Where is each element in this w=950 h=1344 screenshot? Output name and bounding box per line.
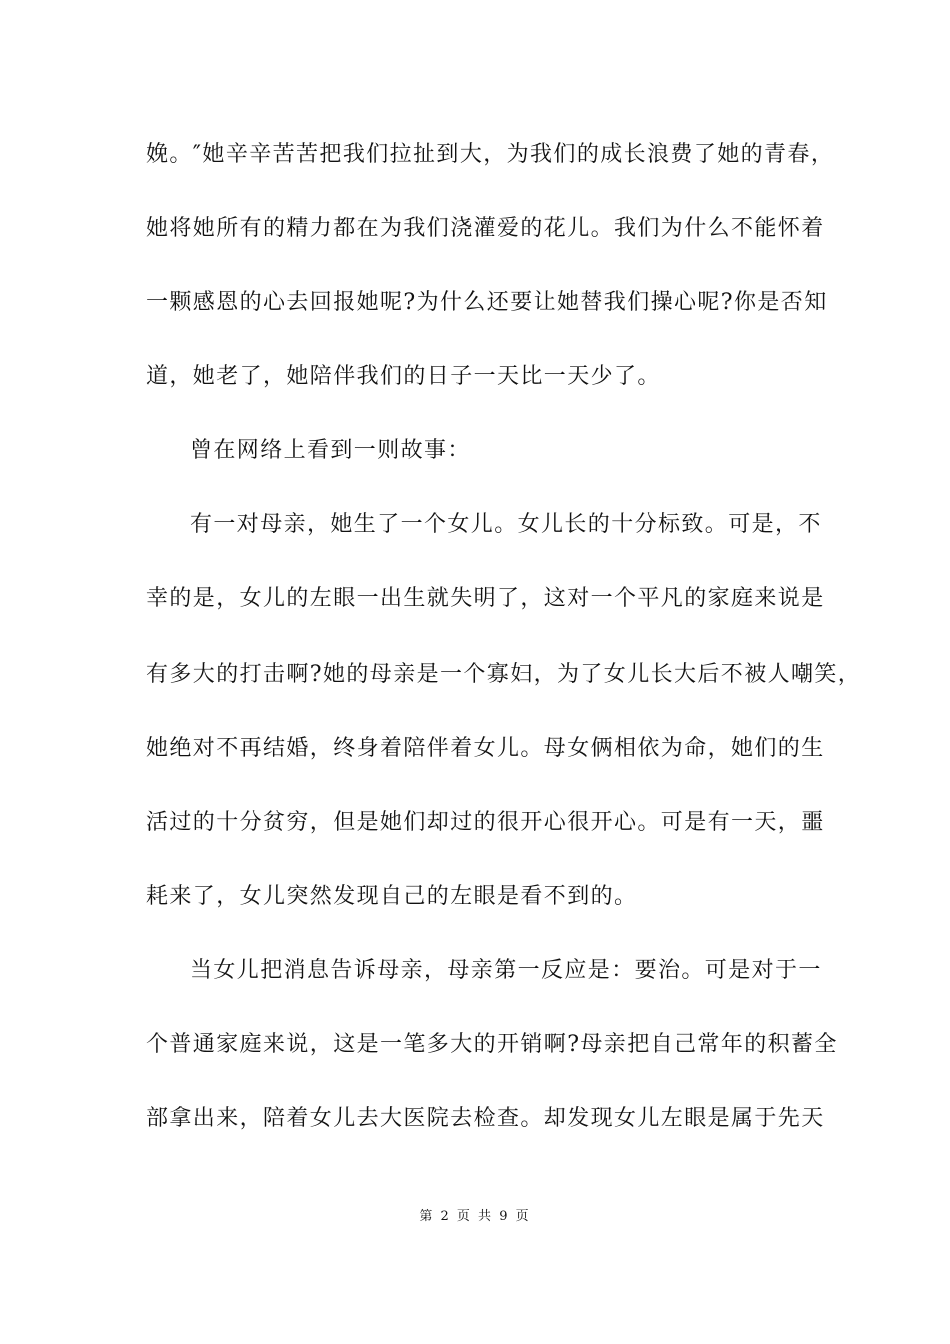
text-line-3: 一颗感恩的心去回报她呢?为什么还要让她替我们操心呢?你是否知 bbox=[146, 290, 828, 315]
text-line-12: 当女儿把消息告诉母亲，母亲第一反应是：要治。可是对于一 bbox=[190, 958, 822, 983]
text-line-4: 道，她老了，她陪伴我们的日子一天比一天少了。 bbox=[146, 364, 661, 389]
text-line-6: 有一对母亲，她生了一个女儿。女儿长的十分标致。可是，不 bbox=[190, 512, 822, 537]
text-line-13: 个普通家庭来说，这是一笔多大的开销啊?母亲把自己常年的积蓄全 bbox=[146, 1032, 838, 1057]
text-line-14: 部拿出来，陪着女儿去大医院去检查。却发现女儿左眼是属于先天 bbox=[146, 1106, 825, 1131]
text-line-2: 她将她所有的精力都在为我们浇灌爱的花儿。我们为什么不能怀着 bbox=[146, 216, 825, 241]
text-line-1: 娩。″她辛辛苦苦把我们拉扯到大，为我们的成长浪费了她的青春， bbox=[146, 142, 835, 167]
text-line-9: 她绝对不再结婚，终身着陪伴着女儿。母女俩相依为命，她们的生 bbox=[146, 736, 825, 761]
text-line-8: 有多大的打击啊?她的母亲是一个寡妇，为了女儿长大后不被人嘲笑， bbox=[146, 662, 862, 687]
text-line-11: 耗来了，女儿突然发现自己的左眼是看不到的。 bbox=[146, 884, 638, 909]
page-number-footer: 第 2 页 共 9 页 bbox=[419, 1209, 531, 1224]
text-line-5: 曾在网络上看到一则故事： bbox=[190, 438, 471, 463]
text-line-7: 幸的是，女儿的左眼一出生就失明了，这对一个平凡的家庭来说是 bbox=[146, 586, 825, 611]
text-line-10: 活过的十分贫穷，但是她们却过的很开心很开心。可是有一天，噩 bbox=[146, 810, 825, 835]
